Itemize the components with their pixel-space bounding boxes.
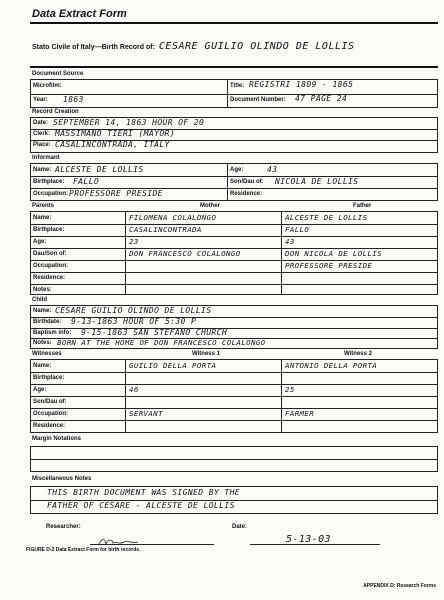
witness-row-label: Name: — [33, 363, 52, 369]
witness2-header: Witness 2 — [344, 351, 372, 357]
parents-father-cell[interactable]: PROFESSORE PRESIDE — [285, 261, 373, 270]
row-divider — [31, 236, 437, 237]
informant-residence-label: Residence: — [230, 191, 263, 197]
record-creation-box — [30, 117, 438, 153]
parents-mother-cell[interactable]: DON FRANCESCO COLALONGO — [129, 249, 241, 258]
parents-mother-cell[interactable]: CASALINCONTRADA — [129, 225, 202, 234]
witness-w1-cell[interactable]: 46 — [129, 385, 139, 394]
year-label: Year: — [33, 97, 48, 103]
parents-row-label: Birthplace: — [33, 227, 65, 233]
title-field[interactable]: REGISTRI 1809 - 1865 — [249, 80, 354, 89]
informant-age-label: Age: — [230, 167, 244, 173]
informant-occupation-label: Occupation: — [33, 191, 69, 197]
father-header: Father — [353, 203, 372, 209]
mother-header: Mother — [200, 203, 220, 209]
row-divider — [31, 384, 437, 385]
informant-name-label: Name: — [33, 167, 52, 173]
form-subtitle — [32, 41, 355, 52]
document-source-heading: Document Source — [32, 71, 84, 77]
parents-table — [30, 211, 438, 295]
clerk-field[interactable]: MASSIMANO TIERI (MAYOR) — [55, 129, 175, 138]
informant-occupation-field[interactable]: PROFESSORE PRESIDE — [69, 189, 163, 198]
row-divider — [31, 420, 437, 421]
parents-row-label: Name: — [33, 215, 52, 221]
parents-father-cell[interactable]: FALLO — [285, 225, 310, 234]
child-notes-field[interactable]: BORN AT THE HOME OF DON FRANCESCO COLALONGO — [57, 338, 266, 347]
witness-row-label: Age: — [33, 387, 47, 393]
parents-father-cell[interactable]: DON NICOLA DE LOLLIS — [285, 249, 382, 258]
date-label: Date: — [33, 120, 49, 126]
witness-w1-cell[interactable]: SERVANT — [129, 409, 163, 418]
parents-father-cell[interactable]: 43 — [285, 237, 295, 246]
informant-sondau-field[interactable]: NICOLA DE LOLLIS — [275, 177, 359, 186]
misc-notes-line1[interactable]: THIS BIRTH DOCUMENT WAS SIGNED BY THE — [47, 488, 241, 497]
witnesses-table — [30, 359, 438, 433]
witness-row-label: Occupation: — [33, 411, 69, 417]
place-label: Place: — [33, 142, 51, 148]
data-extract-form — [24, 0, 438, 600]
informant-age-field[interactable]: 43 — [267, 165, 278, 174]
subtitle-label: Stato Civile of Italy—Birth Record of: — [32, 44, 155, 51]
misc-notes-box — [30, 486, 438, 514]
appendix-label: APPENDIX D: Research Forms — [363, 583, 436, 589]
row-divider — [31, 459, 437, 460]
row-divider — [31, 396, 437, 397]
row-divider — [31, 408, 437, 409]
date-field[interactable]: SEPTEMBER 14, 1863 HOUR OF 20 — [53, 118, 205, 127]
clerk-label: Clerk: — [33, 131, 51, 137]
row-divider — [31, 284, 437, 285]
parents-row-label: Residence: — [33, 275, 66, 281]
margin-notations-field[interactable] — [30, 446, 438, 472]
row-divider — [31, 260, 437, 261]
parents-row-label: Age: — [33, 239, 47, 245]
section-rule — [30, 66, 438, 68]
child-birthdate-field[interactable]: 9-13-1863 HOUR OF 5:30 P — [71, 317, 197, 326]
witness-row-label: Birthplace: — [33, 375, 65, 381]
witnesses-heading: Witnesses — [32, 351, 62, 357]
child-name-label: Name: — [33, 308, 52, 314]
document-source-box — [30, 79, 438, 108]
informant-sondau-label: Son/Dau of: — [230, 179, 264, 185]
misc-notes-line2[interactable]: FATHER OF CESARE - ALCESTE DE LOLLIS — [47, 501, 235, 510]
informant-heading: Informant — [32, 155, 60, 161]
figure-caption: FIGURE D-2 Data Extract Form for birth records. — [26, 547, 141, 553]
informant-birthplace-label: Birthplace: — [33, 179, 65, 185]
informant-birthplace-field[interactable]: FALLO — [73, 177, 100, 186]
child-name-field[interactable]: CESARE GUILIO OLINDO DE LOLLIS — [55, 306, 212, 315]
child-box — [30, 305, 438, 349]
title-rule — [30, 22, 438, 24]
parents-row-label: Notes: — [33, 287, 52, 293]
witness1-header: Witness 1 — [192, 351, 220, 357]
child-baptism-field[interactable]: 9-15-1863 SAN STEFANO CHURCH — [81, 328, 228, 337]
docnum-label: Document Number: — [230, 97, 286, 103]
row-divider — [31, 372, 437, 373]
researcher-label: Researcher: — [46, 524, 81, 530]
microfilm-label: Microfilm: — [33, 83, 62, 89]
witness-w2-cell[interactable]: ANTONIO DELLA PORTA — [285, 361, 378, 370]
record-creation-heading: Record Creation — [32, 109, 79, 115]
child-notes-label: Notes: — [33, 340, 52, 346]
witness-w1-cell[interactable]: GUILIO DELLA PORTA — [129, 361, 217, 370]
child-baptism-label: Baptism info: — [33, 330, 72, 336]
parents-mother-cell[interactable]: 23 — [129, 237, 139, 246]
title-label: Title: — [230, 83, 245, 89]
parents-row-label: Occupation: — [33, 263, 69, 269]
docnum-field[interactable]: 47 PAGE 24 — [295, 94, 348, 103]
year-field[interactable]: 1863 — [63, 95, 84, 104]
date-footer-field[interactable]: 5-13-03 — [286, 534, 331, 545]
row-divider — [31, 272, 437, 273]
parents-heading: Parents — [32, 203, 55, 209]
row-divider — [31, 224, 437, 225]
misc-notes-heading: Miscellaneous Notes — [32, 476, 92, 482]
col-divider — [227, 164, 228, 200]
subtitle-value: CESARE GUILIO OLINDO DE LOLLIS — [158, 41, 355, 52]
witness-row-label: Residence: — [33, 423, 66, 429]
researcher-signature — [98, 536, 146, 546]
parents-row-label: Dau/Son of: — [33, 251, 67, 257]
witness-w2-cell[interactable]: 25 — [285, 385, 295, 394]
child-heading: Child — [32, 297, 47, 303]
child-birthdate-label: Birthdate: — [33, 319, 62, 325]
date-line — [250, 544, 380, 545]
row-divider — [31, 94, 437, 95]
witness-row-label: Son/Dau of: — [33, 399, 67, 405]
parents-mother-cell[interactable]: FILOMENA COLALONGO — [129, 213, 217, 222]
parents-father-cell[interactable]: ALCESTE DE LOLLIS — [285, 213, 368, 222]
date-footer-label: Date: — [232, 524, 248, 530]
form-title: Data Extract Form — [32, 8, 127, 20]
place-field[interactable]: CASALINCONTRADA, ITALY — [55, 140, 170, 149]
margin-notations-heading: Margin Notations — [32, 436, 81, 442]
informant-name-field[interactable]: ALCESTE DE LOLLIS — [55, 165, 144, 174]
informant-box — [30, 163, 438, 201]
witness-w2-cell[interactable]: FARMER — [285, 409, 315, 418]
